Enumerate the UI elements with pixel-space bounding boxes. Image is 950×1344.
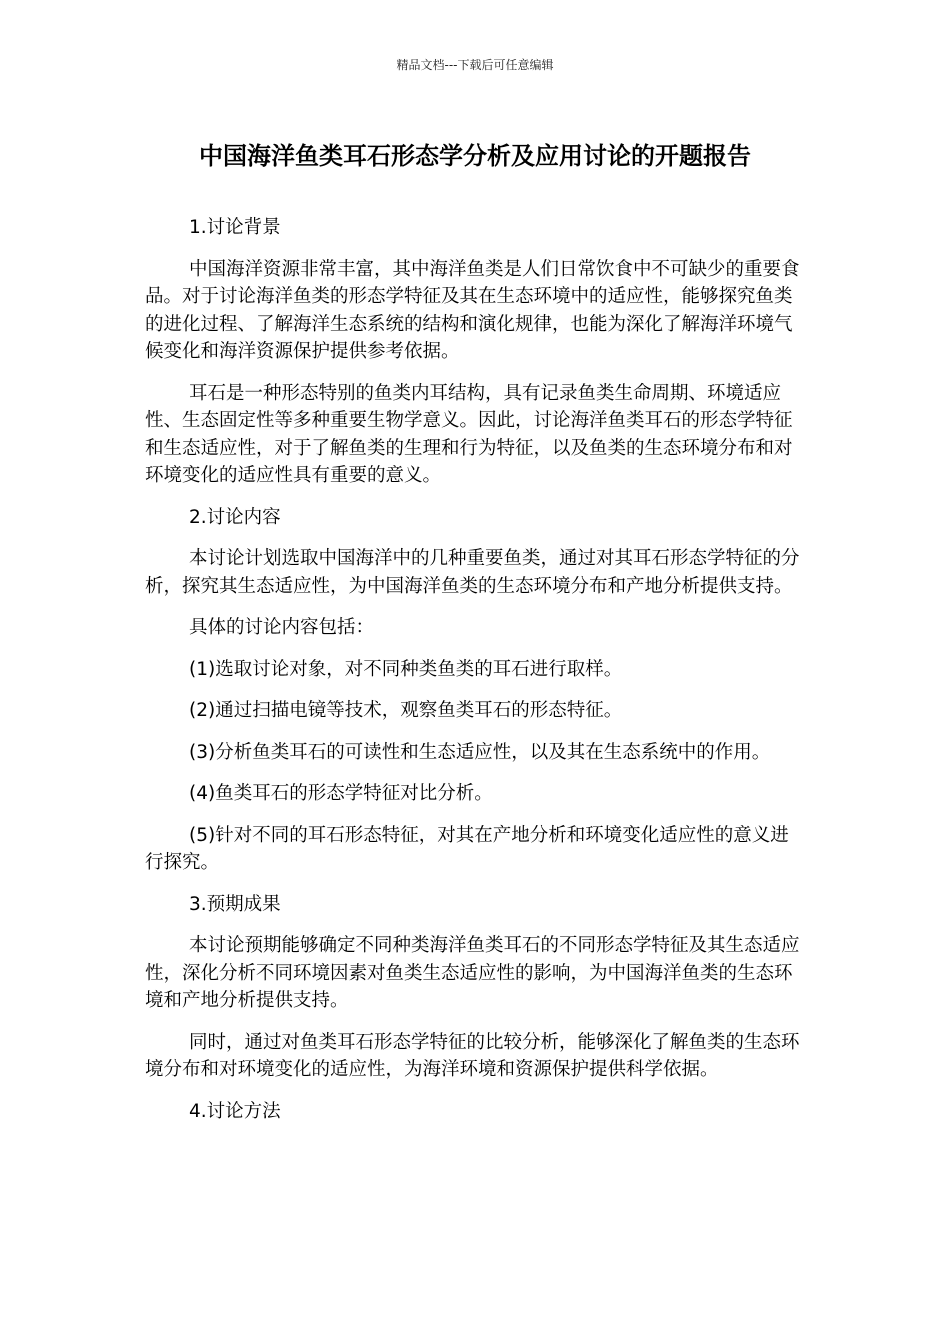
section-heading-background: 1.讨论背景 bbox=[189, 217, 281, 238]
list-item: (5)针对不同的耳石形态特征，对其在产地分析和环境变化适应性的意义进行探究。 bbox=[145, 824, 789, 873]
paragraph: 中国海洋资源非常丰富，其中海洋鱼类是人们日常饮食中不可缺少的重要食品。对于讨论海洋鱼类的形态学特征及其在生态环境中的适应性，能够探究鱼类的进化过程、了解海洋生态系统的结构和演化规律，也能为深化了解海洋环境气候变化和海洋资源保护提供参考依据。 bbox=[145, 258, 800, 362]
section-heading-methods: 4.讨论方法 bbox=[189, 1100, 281, 1122]
list-item: (1)选取讨论对象，对不同种类鱼类的耳石进行取样。 bbox=[189, 658, 623, 680]
document-title: 中国海洋鱼类耳石形态学分析及应用讨论的开题报告 bbox=[199, 142, 751, 170]
header-note: 精品文档---下载后可任意编辑 bbox=[396, 58, 554, 72]
paragraph: 本讨论计划选取中国海洋中的几种重要鱼类，通过对其耳石形态学特征的分析，探究其生态适应性，为中国海洋鱼类的生态环境分布和产地分析提供支持。 bbox=[145, 548, 800, 597]
paragraph: 同时，通过对鱼类耳石形态学特征的比较分析，能够深化了解鱼类的生态环境分布和对环境变化的适应性，为海洋环境和资源保护提供科学依据。 bbox=[145, 1031, 800, 1080]
paragraph: 耳石是一种形态特别的鱼类内耳结构，具有记录鱼类生命周期、环境适应性、生态固定性等多种重要生物学意义。因此，讨论海洋鱼类耳石的形态学特征和生态适应性，对于了解鱼类的生理和行为特征，以及鱼类的生态环境分布和对环境变化的适应性具有重要的意义。 bbox=[145, 382, 793, 486]
section-heading-results: 3.预期成果 bbox=[189, 893, 281, 915]
document-body bbox=[145, 214, 805, 1139]
section-heading-content: 2.讨论内容 bbox=[189, 506, 281, 528]
list-item: (3)分析鱼类耳石的可读性和生态适应性，以及其在生态系统中的作用。 bbox=[189, 741, 771, 763]
paragraph: 具体的讨论内容包括： bbox=[189, 617, 375, 638]
list-item: (2)通过扫描电镜等技术，观察鱼类耳石的形态特征。 bbox=[189, 700, 623, 721]
list-item: (4)鱼类耳石的形态学特征对比分析。 bbox=[189, 783, 493, 804]
paragraph: 本讨论预期能够确定不同种类海洋鱼类耳石的不同形态学特征及其生态适应性，深化分析不同环境因素对鱼类生态适应性的影响，为中国海洋鱼类的生态环境和产地分析提供支持。 bbox=[145, 935, 800, 1011]
